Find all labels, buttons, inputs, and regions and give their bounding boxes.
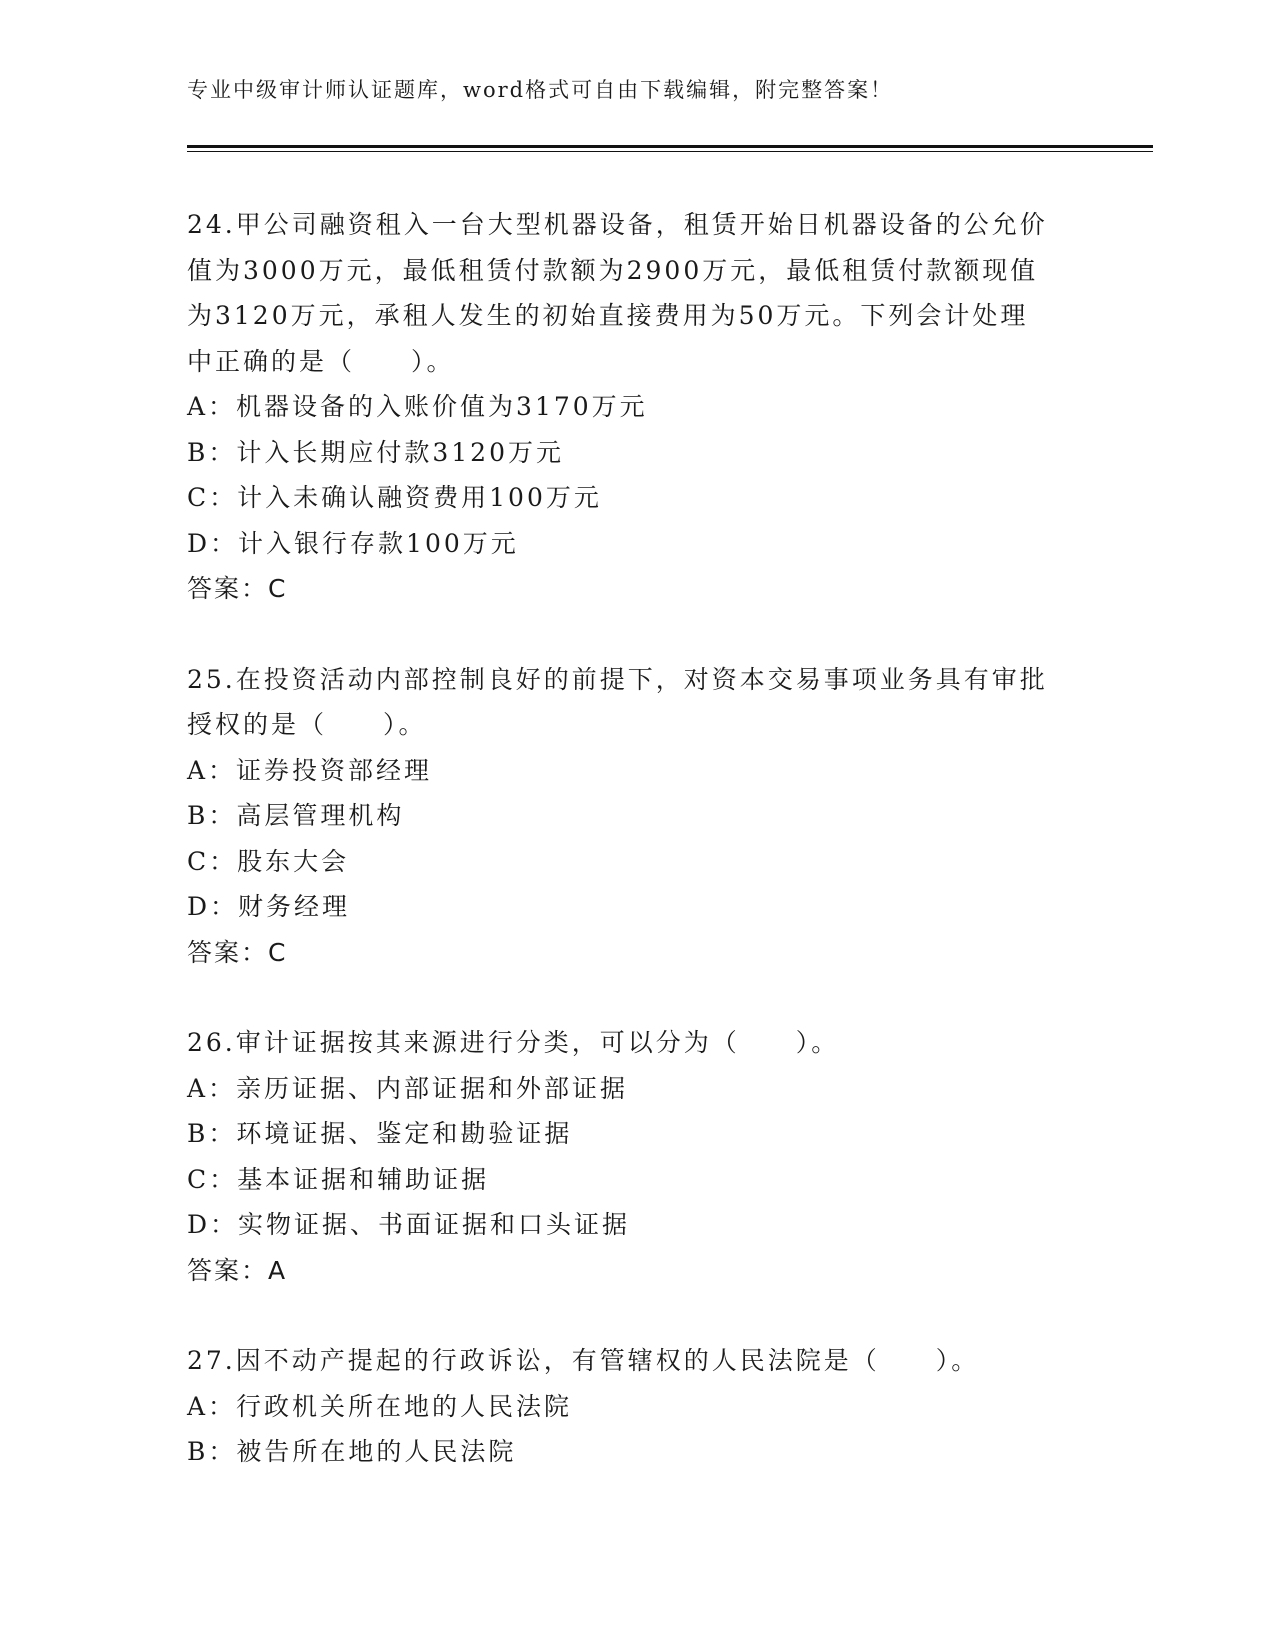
stem-line: 值为3000万元，最低租赁付款额为2900万元，最低租赁付款额现值 (187, 255, 1039, 285)
page-header: 专业中级审计师认证题库，word格式可自由下载编辑，附完整答案！ (187, 78, 894, 102)
option-b: B：环境证据、鉴定和勘验证据 (187, 1119, 573, 1148)
stem-line: 26.审计证据按其来源进行分类，可以分为（ ）。 (187, 1028, 840, 1057)
stem-line: 27.因不动产提起的行政诉讼，有管辖权的人民法院是（ ）。 (187, 1346, 980, 1375)
option-c: C：基本证据和辅助证据 (187, 1164, 490, 1194)
stem-line: 中正确的是（ ）。 (187, 346, 455, 376)
question-25 (187, 657, 1087, 976)
option-a: A：亲历证据、内部证据和外部证据 (187, 1073, 629, 1103)
option-d: D：实物证据、书面证据和口头证据 (187, 1210, 631, 1239)
question-stem (187, 1020, 1087, 1066)
question-stem (187, 202, 1087, 384)
question-26 (187, 1020, 1087, 1293)
answer-label: 答案：C (187, 937, 288, 967)
option-b: B：高层管理机构 (187, 801, 405, 830)
question-27 (187, 1338, 1087, 1475)
option-d: D：计入银行存款100万元 (187, 528, 519, 558)
header-rule-thin (187, 151, 1153, 152)
question-list (187, 202, 1087, 1520)
option-d: D：财务经理 (187, 892, 351, 921)
answer-label: 答案：C (187, 574, 288, 603)
stem-line: 25.在投资活动内部控制良好的前提下，对资本交易事项业务具有审批 (187, 664, 1048, 694)
option-a: A：证券投资部经理 (187, 755, 433, 785)
stem-line: 为3120万元，承租人发生的初始直接费用为50万元。下列会计处理 (187, 301, 1029, 330)
header-rule-thick (187, 145, 1153, 148)
option-b: B：被告所在地的人民法院 (187, 1437, 517, 1466)
option-a: A：机器设备的入账价值为3170万元 (187, 392, 648, 421)
question-24 (187, 202, 1087, 612)
option-c: C：计入未确认融资费用100万元 (187, 483, 602, 512)
option-a: A：行政机关所在地的人民法院 (187, 1391, 573, 1421)
question-stem (187, 1338, 1087, 1384)
answer-label: 答案：A (187, 1255, 288, 1285)
stem-line: 24.甲公司融资租入一台大型机器设备，租赁开始日机器设备的公允价 (187, 210, 1048, 239)
option-c: C：股东大会 (187, 846, 350, 876)
option-b: B：计入长期应付款3120万元 (187, 437, 564, 467)
question-stem (187, 657, 1087, 748)
stem-line: 授权的是（ ）。 (187, 710, 427, 739)
